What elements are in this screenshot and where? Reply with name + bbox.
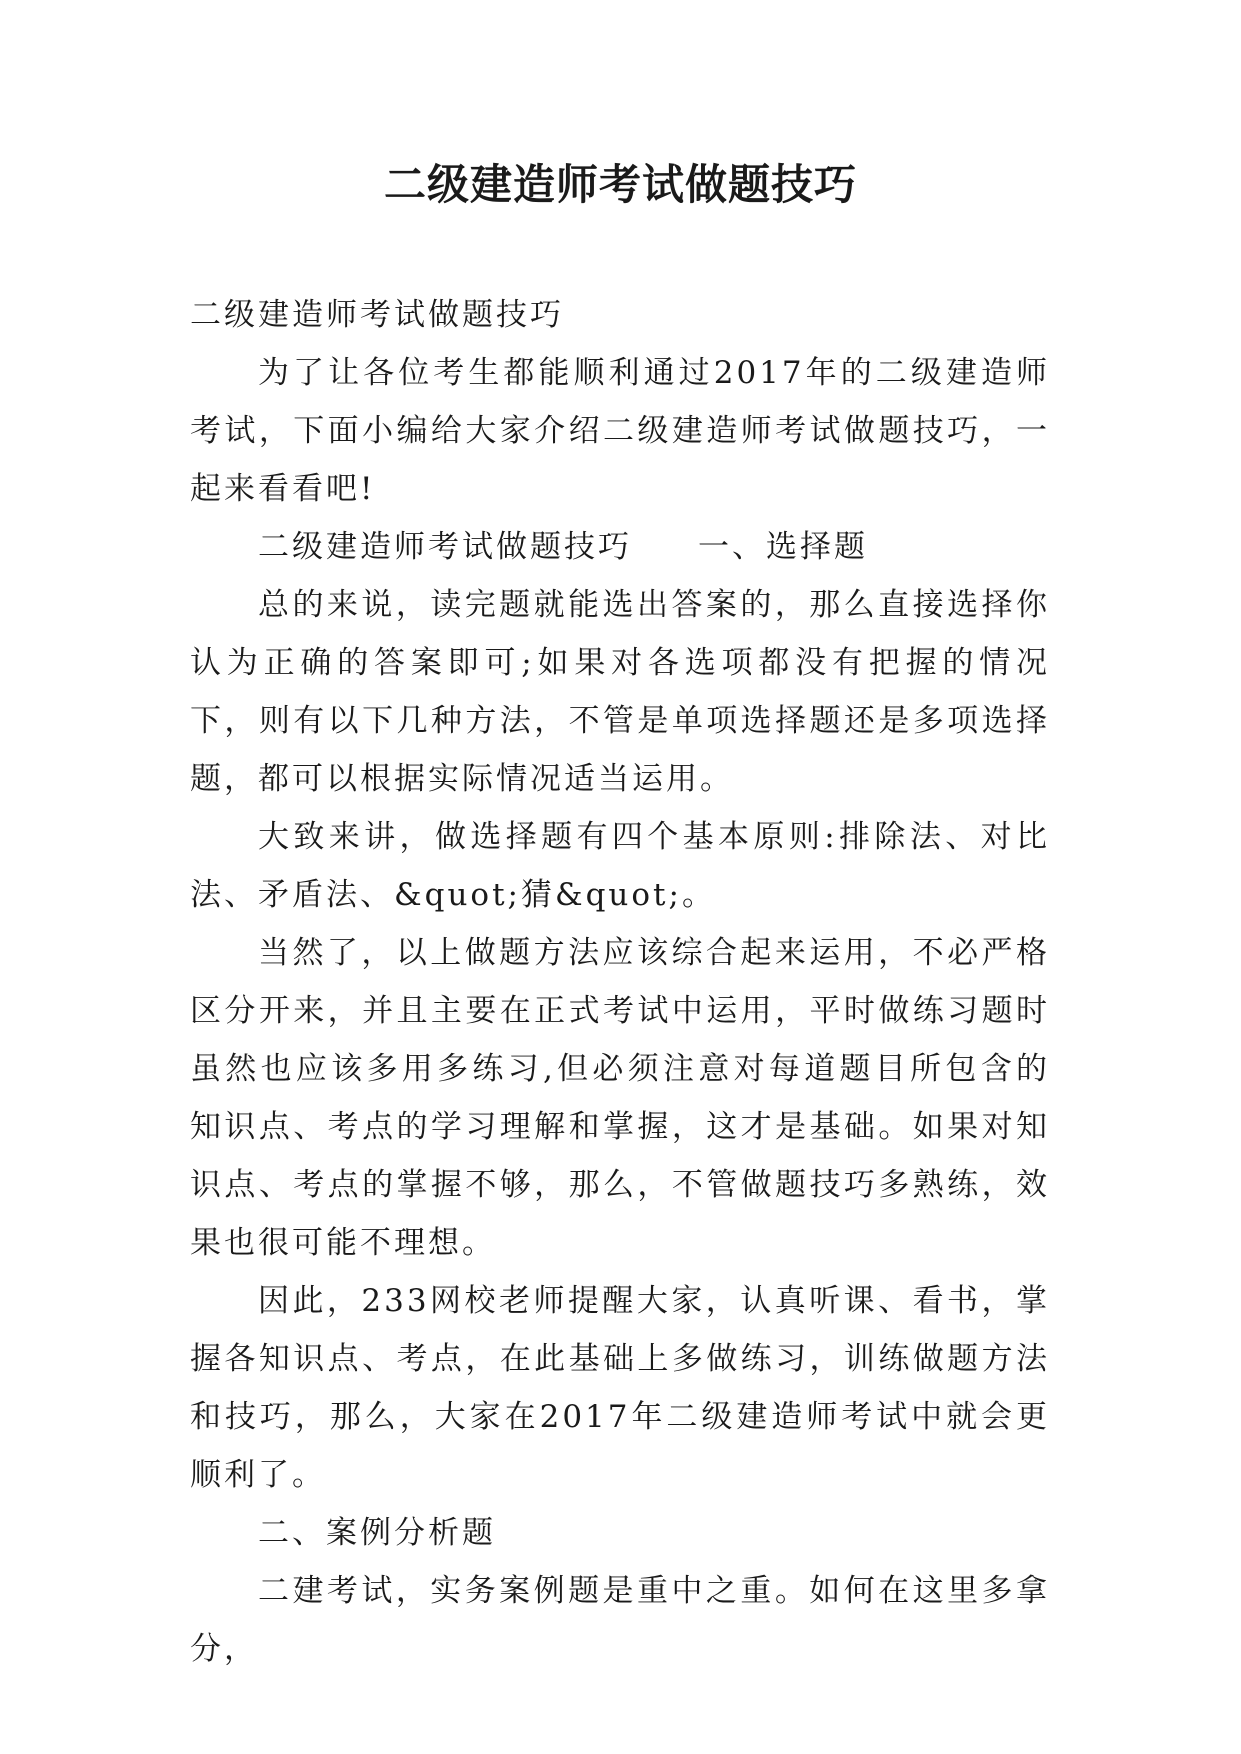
paragraph-advice: 因此，233网校老师提醒大家，认真听课、看书，掌握各知识点、考点，在此基础上多做练习，训练做题方法和技巧，那么，大家在2017年二级建造师考试中就会更顺利了。 bbox=[190, 1283, 1050, 1493]
paragraph-choice-practice: 当然了，以上做题方法应该综合起来运用，不必严格区分开来，并且主要在正式考试中运用，平时做练习题时虽然也应该多用多练习,但必须注意对每道题目所包含的知识点、考点的学习理解和掌握，这才是基础。如果对知识点、考点的掌握不够，那么，不管做题技巧多熟练，效果也很可能不理想。 bbox=[190, 935, 1050, 1261]
paragraph-intro: 为了让各位考生都能顺利通过2017年的二级建造师考试，下面小编给大家介绍二级建造师考试做题技巧，一起来看看吧! bbox=[190, 355, 1050, 507]
paragraph-case-intro: 二建考试，实务案例题是重中之重。如何在这里多拿分， bbox=[190, 1573, 1050, 1667]
paragraph-choice-general: 总的来说，读完题就能选出答案的，那么直接选择你认为正确的答案即可;如果对各选项都没有把握的情况下，则有以下几种方法，不管是单项选择题还是多项选择题，都可以根据实际情况适当运用。 bbox=[190, 587, 1050, 797]
paragraph-section-heading bbox=[190, 518, 1050, 576]
paragraph-case-heading: 二、案例分析题 bbox=[258, 1515, 496, 1551]
paragraph-choice-principles: 大致来讲，做选择题有四个基本原则:排除法、对比法、矛盾法、&quot;猜&quot;。 bbox=[190, 819, 1050, 913]
document-title: 二级建造师考试做题技巧 bbox=[383, 160, 857, 209]
document-body bbox=[190, 286, 1050, 1678]
paragraph-subtitle: 二级建造师考试做题技巧 bbox=[190, 297, 564, 333]
section-heading-choice: 一、选择题 bbox=[698, 529, 868, 565]
section-heading-text: 二级建造师考试做题技巧 bbox=[258, 529, 632, 565]
